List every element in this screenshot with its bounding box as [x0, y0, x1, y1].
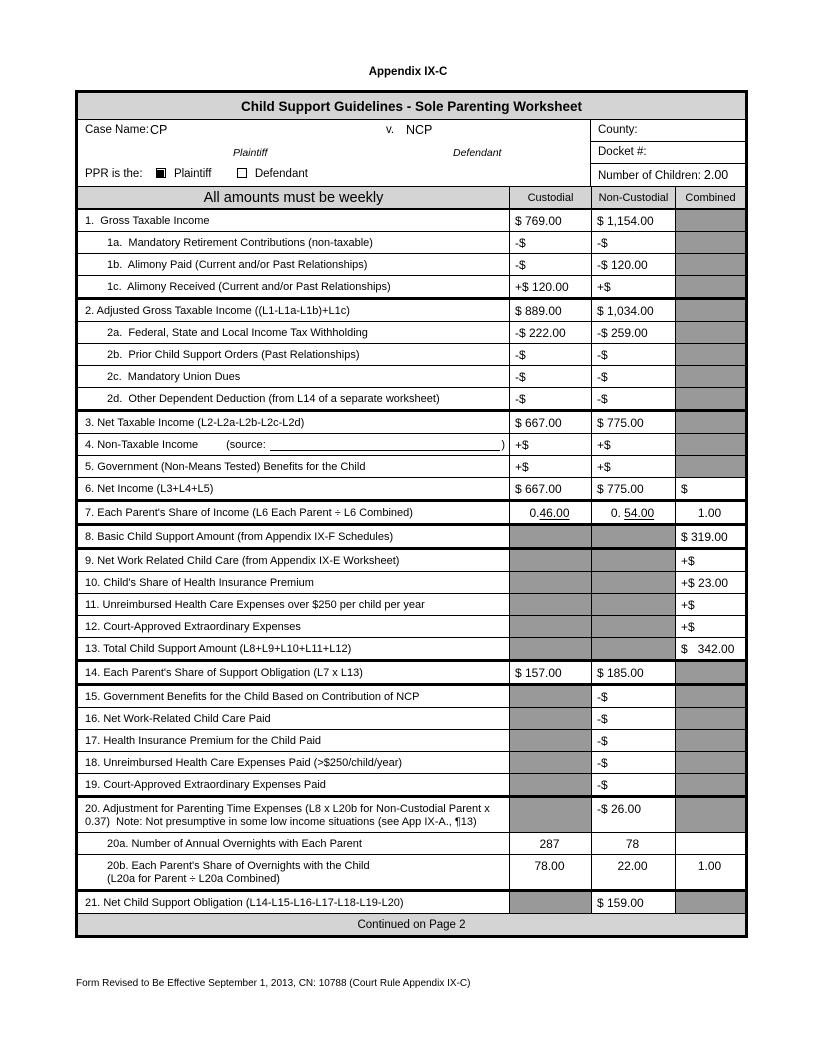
worksheet-form	[75, 90, 748, 938]
party-labels-row	[78, 142, 590, 164]
custodial-value	[509, 572, 591, 593]
row-label-line1: 20b. Each Parent's Share of Overnights with the Child	[107, 860, 370, 872]
row-label: 1. Gross Taxable Income	[85, 215, 210, 227]
noncustodial-value: -$ 120.00	[591, 254, 675, 275]
noncustodial-value	[591, 594, 675, 615]
custodial-value: $ 667.00	[509, 478, 591, 499]
combined-value	[675, 210, 745, 231]
share-fraction: 46.00	[539, 506, 570, 520]
children-count-value: 2.00	[703, 168, 729, 182]
custodial-value	[509, 502, 591, 523]
table-row-15	[78, 686, 745, 708]
case-info-right	[591, 120, 745, 186]
noncustodial-value: +$	[591, 434, 675, 455]
table-row-2c	[78, 366, 745, 388]
custodial-value: -$	[509, 232, 591, 253]
ppr-label: PPR is the:	[85, 168, 143, 180]
case-name-label: Case Name:	[85, 124, 149, 136]
share-fraction: 54.00	[624, 506, 655, 520]
combined-value	[675, 708, 745, 729]
custodial-value	[509, 752, 591, 773]
source-blank-field[interactable]	[270, 439, 500, 451]
custodial-value: 287	[509, 833, 591, 854]
row-label: 1a. Mandatory Retirement Contributions (non-taxable)	[107, 237, 373, 249]
noncustodial-value: -$ 26.00	[591, 798, 675, 832]
combined-value: +$ 23.00	[675, 572, 745, 593]
table-row-6	[78, 478, 745, 502]
case-name-value[interactable]: CP	[150, 123, 168, 137]
row-label: 2c. Mandatory Union Dues	[107, 371, 241, 383]
noncustodial-value: -$	[591, 730, 675, 751]
custodial-value: -$ 222.00	[509, 322, 591, 343]
children-count-field	[591, 164, 745, 186]
row-label: 3. Net Taxable Income (L2-L2a-L2b-L2c-L2d)	[85, 417, 305, 429]
table-row-7	[78, 502, 745, 526]
noncustodial-value: -$	[591, 752, 675, 773]
combined-value	[675, 434, 745, 455]
ppr-defendant-option-label: Defendant	[254, 168, 308, 180]
noncustodial-column-header: Non-Custodial	[591, 187, 675, 208]
custodial-value: +$	[509, 456, 591, 477]
combined-value	[675, 798, 745, 832]
noncustodial-value: $ 185.00	[591, 662, 675, 683]
noncustodial-value	[591, 550, 675, 571]
noncustodial-value: -$	[591, 344, 675, 365]
custodial-value	[509, 526, 591, 547]
table-row-21	[78, 892, 745, 914]
row-label: 15. Government Benefits for the Child Based on Contribution of NCP	[85, 691, 420, 703]
row-label: 19. Court-Approved Extraordinary Expenses Paid	[85, 779, 326, 791]
table-row-20a	[78, 833, 745, 855]
combined-value: $ 342.00	[675, 638, 745, 659]
table-row-13	[78, 638, 745, 662]
combined-value	[675, 686, 745, 707]
table-row-17	[78, 730, 745, 752]
combined-value: 1.00	[675, 502, 745, 523]
combined-value	[675, 344, 745, 365]
row-label: 10. Child's Share of Health Insurance Premium	[85, 577, 314, 589]
row-label	[78, 855, 509, 889]
noncustodial-value: -$	[591, 232, 675, 253]
row-label: 13. Total Child Support Amount (L8+L9+L10+L11+L12)	[85, 643, 352, 655]
form-revision-footer: Form Revised to Be Effective September 1, 2013, CN: 10788 (Court Rule Appendix IX-C)	[76, 978, 471, 989]
row-label: 7. Each Parent's Share of Income (L6 Each Parent ÷ L6 Combined)	[85, 507, 413, 519]
form-title: Child Support Guidelines - Sole Parenting Worksheet	[78, 93, 745, 120]
row-label: 2. Adjusted Gross Taxable Income ((L1-L1a-L1b)+L1c)	[85, 305, 350, 317]
noncustodial-value: +$	[591, 456, 675, 477]
table-row-2a	[78, 322, 745, 344]
table-row-16	[78, 708, 745, 730]
row-label: 20. Adjustment for Parenting Time Expenses (L8 x L20b for Non-Custodial Parent x 0.37) Note: Not presumptive in some low income situations (see App IX-A., ¶13)	[85, 803, 493, 828]
table-row-1c	[78, 276, 745, 300]
noncustodial-value: $ 1,034.00	[591, 300, 675, 321]
custodial-value: -$	[509, 344, 591, 365]
table-row-8	[78, 526, 745, 550]
custodial-value: -$	[509, 254, 591, 275]
noncustodial-value	[591, 616, 675, 637]
row-label: 16. Net Work-Related Child Care Paid	[85, 713, 271, 725]
table-row-2	[78, 300, 745, 322]
row-label	[78, 434, 509, 455]
source-close-paren: )	[501, 439, 505, 451]
noncustodial-value: $ 775.00	[591, 412, 675, 433]
weekly-amounts-header: All amounts must be weekly	[203, 190, 384, 206]
row-label: 14. Each Parent's Share of Support Obligation (L7 x L13)	[85, 667, 363, 679]
custodial-value: $ 667.00	[509, 412, 591, 433]
row-label: 18. Unreimbursed Health Care Expenses Paid (>$250/child/year)	[85, 757, 403, 769]
custodial-value	[509, 616, 591, 637]
combined-value: $	[675, 478, 745, 499]
row-label: 2a. Federal, State and Local Income Tax Withholding	[107, 327, 368, 339]
custodial-value	[509, 892, 591, 913]
noncustodial-value: -$ 259.00	[591, 322, 675, 343]
continued-note: Continued on Page 2	[78, 914, 745, 935]
combined-value	[675, 322, 745, 343]
custodial-value: $ 157.00	[509, 662, 591, 683]
ppr-row	[78, 164, 590, 180]
combined-value	[675, 833, 745, 854]
noncustodial-value: +$	[591, 276, 675, 297]
table-row-14	[78, 662, 745, 686]
table-row-2b	[78, 344, 745, 366]
combined-value: +$	[675, 550, 745, 571]
noncustodial-value	[591, 526, 675, 547]
share-prefix: 0.	[529, 506, 540, 520]
custodial-value	[509, 774, 591, 795]
share-prefix: 0.	[610, 506, 625, 520]
custodial-value: $ 889.00	[509, 300, 591, 321]
custodial-column-header: Custodial	[509, 187, 591, 208]
row-label: 1c. Alimony Received (Current and/or Past Relationships)	[107, 281, 391, 293]
custodial-value	[509, 798, 591, 832]
combined-value	[675, 232, 745, 253]
custodial-value	[509, 708, 591, 729]
county-field[interactable]: County:	[591, 120, 745, 142]
custodial-value: -$	[509, 366, 591, 387]
table-row-18	[78, 752, 745, 774]
combined-value	[675, 276, 745, 297]
combined-column-header: Combined	[675, 187, 745, 208]
row-label: 2b. Prior Child Support Orders (Past Relationships)	[107, 349, 360, 361]
defendant-caption: Defendant	[453, 147, 502, 159]
row-label: 2d. Other Dependent Deduction (from L14 of a separate worksheet)	[107, 393, 440, 405]
case-name-row	[78, 120, 590, 142]
row-label: 11. Unreimbursed Health Care Expenses over $250 per child per year	[85, 599, 425, 611]
combined-value	[675, 456, 745, 477]
table-row-20b	[78, 855, 745, 892]
children-count-label: Number of Children:	[598, 170, 701, 182]
noncustodial-value: $ 1,154.00	[591, 210, 675, 231]
combined-value	[675, 752, 745, 773]
row-label: 20a. Number of Annual Overnights with Each Parent	[107, 838, 362, 850]
table-row-20	[78, 798, 745, 833]
appendix-heading: Appendix IX-C	[368, 66, 448, 78]
combined-value	[675, 662, 745, 683]
plaintiff-caption: Plaintiff	[233, 147, 268, 159]
table-row-9	[78, 550, 745, 572]
noncustodial-value: -$	[591, 388, 675, 409]
table-row-1	[78, 210, 745, 232]
row-label: 21. Net Child Support Obligation (L14-L15-L16-L17-L18-L19-L20)	[85, 897, 404, 909]
custodial-value: +$	[509, 434, 591, 455]
table-row-12	[78, 616, 745, 638]
source-label: (source:	[226, 439, 266, 451]
custodial-value: +$ 120.00	[509, 276, 591, 297]
row-label: 8. Basic Child Support Amount (from Appendix IX-F Schedules)	[85, 531, 394, 543]
table-row-1a	[78, 232, 745, 254]
defendant-name-value[interactable]: NCP	[406, 123, 433, 137]
noncustodial-value: -$	[591, 774, 675, 795]
noncustodial-value	[591, 638, 675, 659]
noncustodial-value: -$	[591, 686, 675, 707]
custodial-value	[509, 730, 591, 751]
versus-label: v.	[386, 124, 395, 136]
combined-value: 1.00	[675, 855, 745, 889]
noncustodial-value	[591, 572, 675, 593]
combined-value	[675, 388, 745, 409]
custodial-value	[509, 686, 591, 707]
custodial-value: 78.00	[509, 855, 591, 889]
noncustodial-value: -$	[591, 366, 675, 387]
case-info-left	[78, 120, 591, 186]
table-row-3	[78, 412, 745, 434]
table-row-2d	[78, 388, 745, 412]
combined-value	[675, 300, 745, 321]
noncustodial-value: 78	[591, 833, 675, 854]
combined-value	[675, 412, 745, 433]
combined-value	[675, 892, 745, 913]
combined-value: +$	[675, 594, 745, 615]
row-label: 12. Court-Approved Extraordinary Expenses	[85, 621, 301, 633]
row-label: 5. Government (Non-Means Tested) Benefits for the Child	[85, 461, 366, 473]
noncustodial-value: -$	[591, 708, 675, 729]
custodial-value	[509, 594, 591, 615]
row-label-text: 4. Non-Taxable Income	[85, 439, 199, 451]
table-row-1b	[78, 254, 745, 276]
column-header-row	[78, 186, 745, 210]
docket-field[interactable]: Docket #:	[591, 142, 745, 164]
ppr-defendant-checkbox[interactable]	[237, 168, 247, 178]
combined-value	[675, 730, 745, 751]
noncustodial-value: $ 775.00	[591, 478, 675, 499]
ppr-plaintiff-checkbox[interactable]	[156, 168, 166, 178]
combined-value	[675, 774, 745, 795]
combined-value: $ 319.00	[675, 526, 745, 547]
ppr-plaintiff-option-label: Plaintiff	[173, 168, 212, 180]
table-row-5	[78, 456, 745, 478]
combined-value: +$	[675, 616, 745, 637]
case-info-section	[78, 120, 745, 186]
row-label: 1b. Alimony Paid (Current and/or Past Relationships)	[107, 259, 368, 271]
combined-value	[675, 254, 745, 275]
noncustodial-value: 22.00	[591, 855, 675, 889]
row-label: 6. Net Income (L3+L4+L5)	[85, 483, 214, 495]
custodial-value	[509, 550, 591, 571]
row-label-line2: (L20a for Parent ÷ L20a Combined)	[107, 873, 280, 885]
table-row-10	[78, 572, 745, 594]
noncustodial-value	[591, 502, 675, 523]
custodial-value: -$	[509, 388, 591, 409]
table-row-11	[78, 594, 745, 616]
row-label: 17. Health Insurance Premium for the Child Paid	[85, 735, 322, 747]
table-row-4	[78, 434, 745, 456]
custodial-value: $ 769.00	[509, 210, 591, 231]
row-label: 9. Net Work Related Child Care (from Appendix IX-E Worksheet)	[85, 555, 400, 567]
noncustodial-value: $ 159.00	[591, 892, 675, 913]
table-row-19	[78, 774, 745, 798]
combined-value	[675, 366, 745, 387]
custodial-value	[509, 638, 591, 659]
